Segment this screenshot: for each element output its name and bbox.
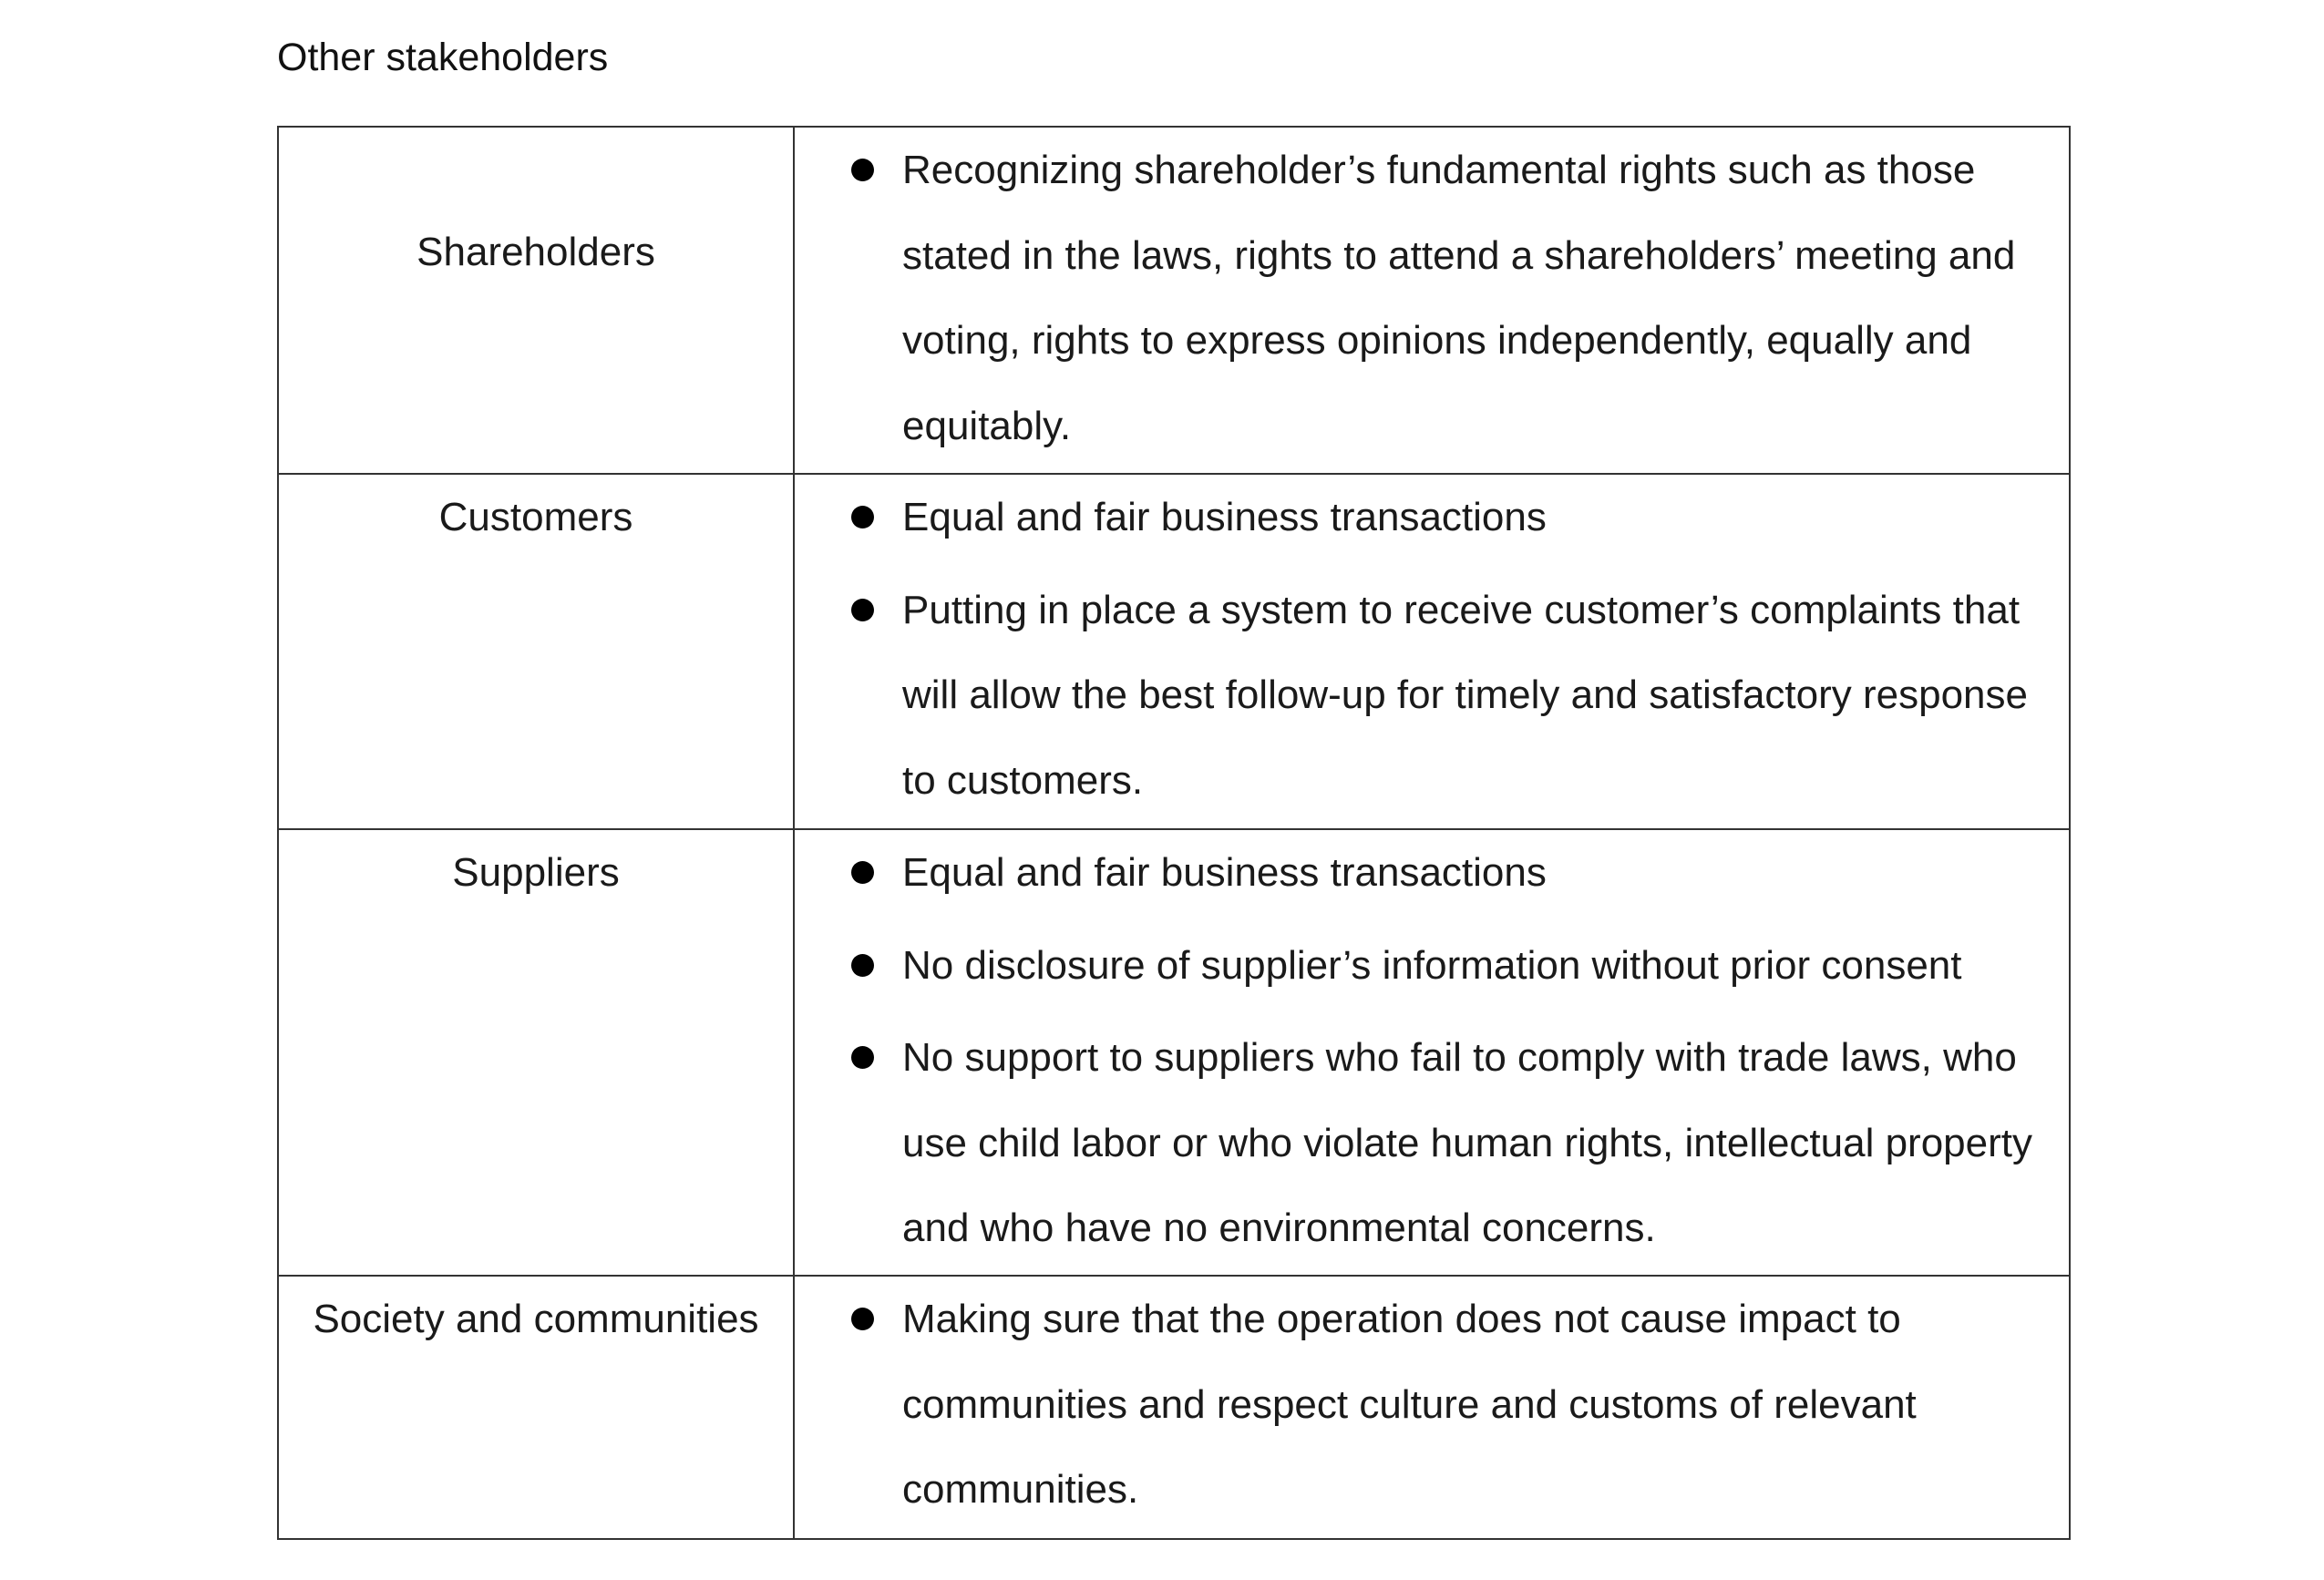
list-item-text: No disclosure of supplier’s information without prior consent bbox=[902, 942, 1962, 988]
list-item-text: Putting in place a system to receive customer’s complaints that will allow the best follow-up for timely and satisfactory response to customers. bbox=[902, 587, 2028, 803]
list-item-text: Equal and fair business transactions bbox=[902, 850, 1547, 895]
list-item-text: Equal and fair business transactions bbox=[902, 495, 1547, 539]
stakeholder-name: Society and communities bbox=[313, 1297, 759, 1341]
list-item bbox=[795, 830, 2069, 916]
bullet-list bbox=[795, 475, 2069, 823]
stakeholder-name-cell bbox=[278, 1276, 794, 1539]
list-item-text: Recognizing shareholder’s fundamental rights such as those stated in the laws, rights to attend a shareholders’ meeting and voting, rights to express opinions independently, equally and equitably. bbox=[902, 148, 2016, 448]
stakeholder-description-cell bbox=[794, 829, 2070, 1276]
stakeholder-name: Shareholders bbox=[416, 229, 655, 274]
page-title: Other stakeholders bbox=[277, 36, 609, 79]
stakeholder-description-cell bbox=[794, 127, 2070, 474]
bullet-list bbox=[795, 128, 2069, 468]
bullet-icon bbox=[851, 861, 874, 884]
bullet-list bbox=[795, 830, 2069, 1271]
bullet-icon bbox=[851, 599, 874, 621]
list-item bbox=[795, 475, 2069, 560]
stakeholder-name-cell bbox=[278, 474, 794, 829]
bullet-icon bbox=[851, 1308, 874, 1330]
stakeholder-name: Suppliers bbox=[452, 850, 620, 895]
bullet-icon bbox=[851, 1046, 874, 1069]
list-item-text: No support to suppliers who fail to comply with trade laws, who use child labor or who violate human rights, intellectual property and who have no environmental concerns. bbox=[902, 1035, 2032, 1250]
bullet-icon bbox=[851, 506, 874, 528]
stakeholder-table bbox=[277, 126, 2071, 1540]
stakeholder-description-cell bbox=[794, 1276, 2070, 1539]
table-row-suppliers bbox=[278, 829, 2070, 1276]
list-item bbox=[795, 568, 2069, 824]
bullet-icon bbox=[851, 159, 874, 181]
stakeholder-name-cell bbox=[278, 127, 794, 474]
stakeholder-name-cell bbox=[278, 829, 794, 1276]
stakeholder-name: Customers bbox=[438, 495, 633, 539]
bullet-list bbox=[795, 1277, 2069, 1533]
stakeholder-description-cell bbox=[794, 474, 2070, 829]
list-item bbox=[795, 1277, 2069, 1533]
table-row-customers bbox=[278, 474, 2070, 829]
list-item bbox=[795, 923, 2069, 1009]
table-row-society bbox=[278, 1276, 2070, 1539]
table-row-shareholders bbox=[278, 127, 2070, 474]
list-item bbox=[795, 128, 2069, 468]
bullet-icon bbox=[851, 954, 874, 977]
list-item-text: Making sure that the operation does not cause impact to communities and respect culture and customs of relevant communities. bbox=[902, 1297, 1917, 1512]
list-item bbox=[795, 1015, 2069, 1271]
